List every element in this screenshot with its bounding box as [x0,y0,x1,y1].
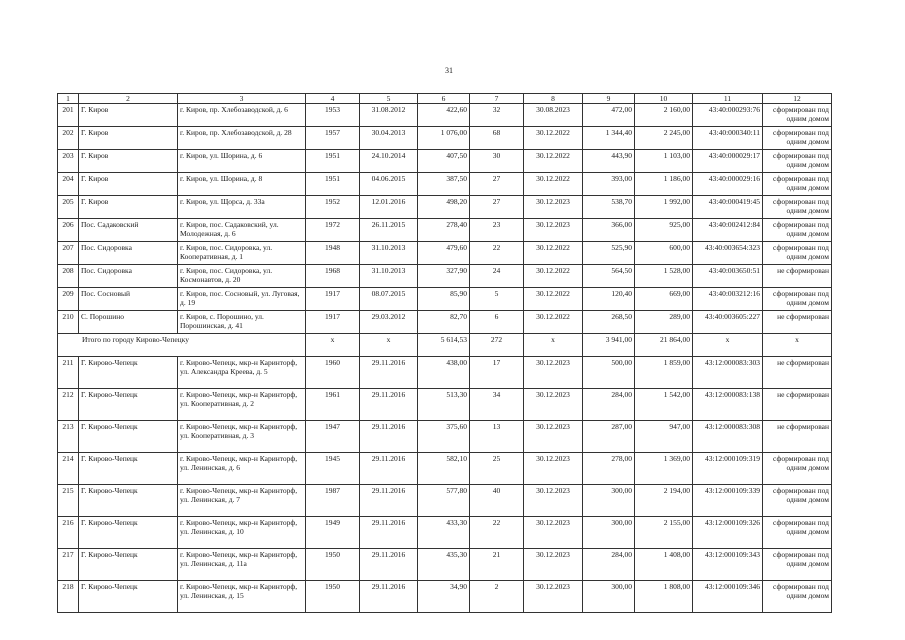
address-cell: г. Киров, пос. Сидоровка, ул. Кооперативная, д. 1 [178,242,306,265]
settlement-cell: Г. Кирово-Чепецк [79,421,178,453]
value-cell: 1 808,00 [635,581,693,613]
status-cell: сформирован под одним домом [763,288,832,311]
date-cell: 08.07.2015 [360,288,418,311]
area-cell: 513,30 [418,389,470,421]
value-cell: 538,70 [583,196,635,219]
table-row [58,219,832,242]
date-cell: 26.11.2015 [360,219,418,242]
year-cell: 1952 [306,196,360,219]
value-cell: 1 103,00 [635,150,693,173]
table-row [58,242,832,265]
residents-cell: 13 [470,421,524,453]
value-cell: 300,00 [583,517,635,549]
cadastral-number-cell: 43:40:003212:16 [693,288,763,311]
status-cell: сформирован под одним домом [763,173,832,196]
deadline-cell: 30.12.2023 [524,219,583,242]
table-row [58,150,832,173]
row-number: 218 [58,581,79,613]
table-row [58,288,832,311]
cadastral-number-cell: 43:40:003650:51 [693,265,763,288]
date-cell: 29.11.2016 [360,517,418,549]
residents-cell: 32 [470,104,524,127]
row-number: 202 [58,127,79,150]
table-row [58,389,832,421]
cadastral-number-cell: 43:40:000293:76 [693,104,763,127]
residents-cell: 22 [470,517,524,549]
address-cell: г. Киров, пос. Садаковский, ул. Молодежная, д. 6 [178,219,306,242]
status-cell: не сформирован [763,265,832,288]
residents-cell: 17 [470,357,524,389]
row-number: 216 [58,517,79,549]
deadline-cell: 30.12.2022 [524,242,583,265]
settlement-cell: Г. Кирово-Чепецк [79,517,178,549]
header-cell: 3 [178,94,306,104]
status-cell: не сформирован [763,389,832,421]
table-row [58,196,832,219]
cadastral-number-cell: 43:40:003605:227 [693,311,763,334]
residents-cell: 6 [470,311,524,334]
deadline-cell: 30.12.2023 [524,581,583,613]
settlement-cell: Пос. Сосновый [79,288,178,311]
value-cell: 669,00 [635,288,693,311]
value-cell: 2 194,00 [635,485,693,517]
row-number: 217 [58,549,79,581]
year-cell: 1953 [306,104,360,127]
year-cell: 1987 [306,485,360,517]
housing-register-table [57,93,832,613]
cadastral-number-cell: 43:40:002412:84 [693,219,763,242]
date-cell: 29.03.2012 [360,311,418,334]
table-row [58,127,832,150]
row-number: 207 [58,242,79,265]
value-cell: 300,00 [583,485,635,517]
residents-cell: 22 [470,242,524,265]
table-row [58,104,832,127]
row-number: 208 [58,265,79,288]
header-cell: 9 [583,94,635,104]
total-cell: 272 [470,334,524,357]
residents-cell: 68 [470,127,524,150]
row-number: 211 [58,357,79,389]
deadline-cell: 30.12.2022 [524,311,583,334]
header-cell: 8 [524,94,583,104]
value-cell: 600,00 [635,242,693,265]
address-cell: г. Киров, пр. Хлебозаводской, д. 6 [178,104,306,127]
value-cell: 289,00 [635,311,693,334]
row-number: 205 [58,196,79,219]
value-cell: 947,00 [635,421,693,453]
table-row [58,453,832,485]
value-cell: 472,00 [583,104,635,127]
deadline-cell: 30.08.2023 [524,104,583,127]
row-number: 206 [58,219,79,242]
value-cell: 500,00 [583,357,635,389]
status-cell: сформирован под одним домом [763,242,832,265]
residents-cell: 2 [470,581,524,613]
value-cell: 1 542,00 [635,389,693,421]
year-cell: 1957 [306,127,360,150]
residents-cell: 21 [470,549,524,581]
cadastral-number-cell: 43:12:000109:339 [693,485,763,517]
area-cell: 582,10 [418,453,470,485]
total-cell: 21 864,00 [635,334,693,357]
total-cell: 3 941,00 [583,334,635,357]
year-cell: 1949 [306,517,360,549]
table-row [58,549,832,581]
date-cell: 29.11.2016 [360,453,418,485]
row-number: 209 [58,288,79,311]
address-cell: г. Киров, ул. Шорина, д. 6 [178,150,306,173]
year-cell: 1950 [306,549,360,581]
table-row [58,265,832,288]
residents-cell: 27 [470,196,524,219]
status-cell: сформирован под одним домом [763,517,832,549]
settlement-cell: Г. Кирово-Чепецк [79,453,178,485]
value-cell: 2 155,00 [635,517,693,549]
status-cell: не сформирован [763,357,832,389]
status-cell: сформирован под одним домом [763,219,832,242]
table-row [58,485,832,517]
status-cell: сформирован под одним домом [763,453,832,485]
total-row [58,334,832,357]
deadline-cell: 30.12.2023 [524,357,583,389]
deadline-cell: 30.12.2023 [524,389,583,421]
address-cell: г. Киров, с. Порошино, ул. Порошинская, д. 41 [178,311,306,334]
total-label: Итого по городу Кирово-Чепецку [58,334,306,357]
year-cell: 1960 [306,357,360,389]
cadastral-number-cell: 43:12:000083:138 [693,389,763,421]
table-row [58,421,832,453]
status-cell: сформирован под одним домом [763,150,832,173]
status-cell: сформирован под одним домом [763,485,832,517]
residents-cell: 23 [470,219,524,242]
address-cell: г. Киров, пос. Сосновый, ул. Луговая, д. 19 [178,288,306,311]
row-number: 210 [58,311,79,334]
table-row [58,173,832,196]
year-cell: 1972 [306,219,360,242]
address-cell: г. Кирово-Чепецк, мкр-н Каринторф, ул. Ленинская, д. 10 [178,517,306,549]
deadline-cell: 30.12.2022 [524,173,583,196]
year-cell: 1968 [306,265,360,288]
area-cell: 327,90 [418,265,470,288]
year-cell: 1917 [306,288,360,311]
address-cell: г. Кирово-Чепецк, мкр-н Каринторф, ул. Ленинская, д. 11а [178,549,306,581]
settlement-cell: Пос. Сидоровка [79,242,178,265]
date-cell: 31.10.2013 [360,265,418,288]
cadastral-number-cell: 43:12:000109:346 [693,581,763,613]
settlement-cell: Г. Кирово-Чепецк [79,357,178,389]
value-cell: 1 992,00 [635,196,693,219]
header-cell: 12 [763,94,832,104]
address-cell: г. Кирово-Чепецк, мкр-н Каринторф, ул. Кооперативная, д. 3 [178,421,306,453]
settlement-cell: Г. Кирово-Чепецк [79,485,178,517]
value-cell: 2 160,00 [635,104,693,127]
date-cell: 31.10.2013 [360,242,418,265]
settlement-cell: Г. Киров [79,150,178,173]
header-cell: 1 [58,94,79,104]
value-cell: 284,00 [583,389,635,421]
area-cell: 498,20 [418,196,470,219]
address-cell: г. Киров, ул. Щорса, д. 33а [178,196,306,219]
value-cell: 925,00 [635,219,693,242]
date-cell: 29.11.2016 [360,485,418,517]
status-cell: сформирован под одним домом [763,104,832,127]
header-cell: 2 [79,94,178,104]
area-cell: 278,40 [418,219,470,242]
value-cell: 1 344,40 [583,127,635,150]
table-row [58,311,832,334]
header-cell: 6 [418,94,470,104]
value-cell: 1 369,00 [635,453,693,485]
settlement-cell: Г. Кирово-Чепецк [79,549,178,581]
value-cell: 268,50 [583,311,635,334]
residents-cell: 24 [470,265,524,288]
area-cell: 479,60 [418,242,470,265]
area-cell: 422,60 [418,104,470,127]
date-cell: 30.04.2013 [360,127,418,150]
year-cell: 1951 [306,150,360,173]
value-cell: 1 859,00 [635,357,693,389]
deadline-cell: 30.12.2022 [524,288,583,311]
area-cell: 82,70 [418,311,470,334]
total-cell: x [360,334,418,357]
settlement-cell: Г. Кирово-Чепецк [79,581,178,613]
deadline-cell: 30.12.2023 [524,549,583,581]
date-cell: 31.08.2012 [360,104,418,127]
year-cell: 1951 [306,173,360,196]
column-number-header [58,94,832,104]
address-cell: г. Кирово-Чепецк, мкр-н Каринторф, ул. Ленинская, д. 6 [178,453,306,485]
status-cell: сформирован под одним домом [763,581,832,613]
cadastral-number-cell: 43:12:000083:308 [693,421,763,453]
cadastral-number-cell: 43:12:000109:326 [693,517,763,549]
value-cell: 366,00 [583,219,635,242]
value-cell: 287,00 [583,421,635,453]
deadline-cell: 30.12.2023 [524,485,583,517]
area-cell: 407,50 [418,150,470,173]
cadastral-number-cell: 43:40:000029:17 [693,150,763,173]
value-cell: 1 186,00 [635,173,693,196]
deadline-cell: 30.12.2023 [524,517,583,549]
cadastral-number-cell: 43:40:000419:45 [693,196,763,219]
table-row [58,581,832,613]
settlement-cell: Г. Киров [79,196,178,219]
year-cell: 1917 [306,311,360,334]
page-number: 31 [445,66,453,75]
total-cell: x [524,334,583,357]
row-number: 201 [58,104,79,127]
value-cell: 284,00 [583,549,635,581]
deadline-cell: 30.12.2023 [524,421,583,453]
settlement-cell: Пос. Сидоровка [79,265,178,288]
settlement-cell: Г. Киров [79,127,178,150]
value-cell: 525,90 [583,242,635,265]
cadastral-number-cell: 43:12:000083:303 [693,357,763,389]
deadline-cell: 30.12.2023 [524,453,583,485]
value-cell: 1 408,00 [635,549,693,581]
total-cell: x [693,334,763,357]
value-cell: 1 528,00 [635,265,693,288]
table-row [58,357,832,389]
deadline-cell: 30.12.2022 [524,150,583,173]
row-number: 215 [58,485,79,517]
table-body [58,94,832,613]
area-cell: 387,50 [418,173,470,196]
year-cell: 1950 [306,581,360,613]
deadline-cell: 30.12.2022 [524,265,583,288]
address-cell: г. Киров, пос. Сидоровка, ул. Космонавтов, д. 20 [178,265,306,288]
area-cell: 433,30 [418,517,470,549]
row-number: 214 [58,453,79,485]
settlement-cell: Пос. Садаковский [79,219,178,242]
year-cell: 1961 [306,389,360,421]
header-cell: 7 [470,94,524,104]
settlement-cell: С. Порошино [79,311,178,334]
date-cell: 24.10.2014 [360,150,418,173]
date-cell: 29.11.2016 [360,357,418,389]
residents-cell: 5 [470,288,524,311]
settlement-cell: Г. Кирово-Чепецк [79,389,178,421]
header-cell: 11 [693,94,763,104]
deadline-cell: 30.12.2023 [524,196,583,219]
row-number: 213 [58,421,79,453]
area-cell: 375,60 [418,421,470,453]
status-cell: сформирован под одним домом [763,127,832,150]
date-cell: 29.11.2016 [360,389,418,421]
header-cell: 5 [360,94,418,104]
value-cell: 300,00 [583,581,635,613]
cadastral-number-cell: 43:40:000029:16 [693,173,763,196]
header-cell: 4 [306,94,360,104]
value-cell: 120,40 [583,288,635,311]
value-cell: 2 245,00 [635,127,693,150]
value-cell: 393,00 [583,173,635,196]
total-cell: 5 614,53 [418,334,470,357]
cadastral-number-cell: 43:12:000109:343 [693,549,763,581]
area-cell: 34,90 [418,581,470,613]
area-cell: 577,80 [418,485,470,517]
residents-cell: 25 [470,453,524,485]
date-cell: 04.06.2015 [360,173,418,196]
area-cell: 435,30 [418,549,470,581]
residents-cell: 27 [470,173,524,196]
cadastral-number-cell: 43:12:000109:319 [693,453,763,485]
residents-cell: 34 [470,389,524,421]
header-cell: 10 [635,94,693,104]
address-cell: г. Киров, пр. Хлебозаводской, д. 28 [178,127,306,150]
area-cell: 438,00 [418,357,470,389]
value-cell: 443,90 [583,150,635,173]
cadastral-number-cell: 43:40:000340:11 [693,127,763,150]
date-cell: 29.11.2016 [360,421,418,453]
address-cell: г. Кирово-Чепецк, мкр-н Каринторф, ул. Ленинская, д. 7 [178,485,306,517]
date-cell: 29.11.2016 [360,549,418,581]
row-number: 212 [58,389,79,421]
address-cell: г. Кирово-Чепецк, мкр-н Каринторф, ул. Ленинская, д. 15 [178,581,306,613]
address-cell: г. Кирово-Чепецк, мкр-н Каринторф, ул. Александра Креева, д. 5 [178,357,306,389]
value-cell: 564,50 [583,265,635,288]
address-cell: г. Киров, ул. Шорина, д. 8 [178,173,306,196]
residents-cell: 40 [470,485,524,517]
area-cell: 1 076,00 [418,127,470,150]
row-number: 204 [58,173,79,196]
area-cell: 85,90 [418,288,470,311]
address-cell: г. Кирово-Чепецк, мкр-н Каринторф, ул. Кооперативная, д. 2 [178,389,306,421]
total-cell: x [306,334,360,357]
status-cell: сформирован под одним домом [763,549,832,581]
year-cell: 1947 [306,421,360,453]
settlement-cell: Г. Киров [79,173,178,196]
status-cell: не сформирован [763,421,832,453]
deadline-cell: 30.12.2022 [524,127,583,150]
table-row [58,517,832,549]
status-cell: сформирован под одним домом [763,196,832,219]
year-cell: 1948 [306,242,360,265]
date-cell: 29.11.2016 [360,581,418,613]
residents-cell: 30 [470,150,524,173]
total-cell: x [763,334,832,357]
row-number: 203 [58,150,79,173]
status-cell: не сформирован [763,311,832,334]
settlement-cell: Г. Киров [79,104,178,127]
cadastral-number-cell: 43:40:003654:323 [693,242,763,265]
value-cell: 278,00 [583,453,635,485]
date-cell: 12.01.2016 [360,196,418,219]
year-cell: 1945 [306,453,360,485]
